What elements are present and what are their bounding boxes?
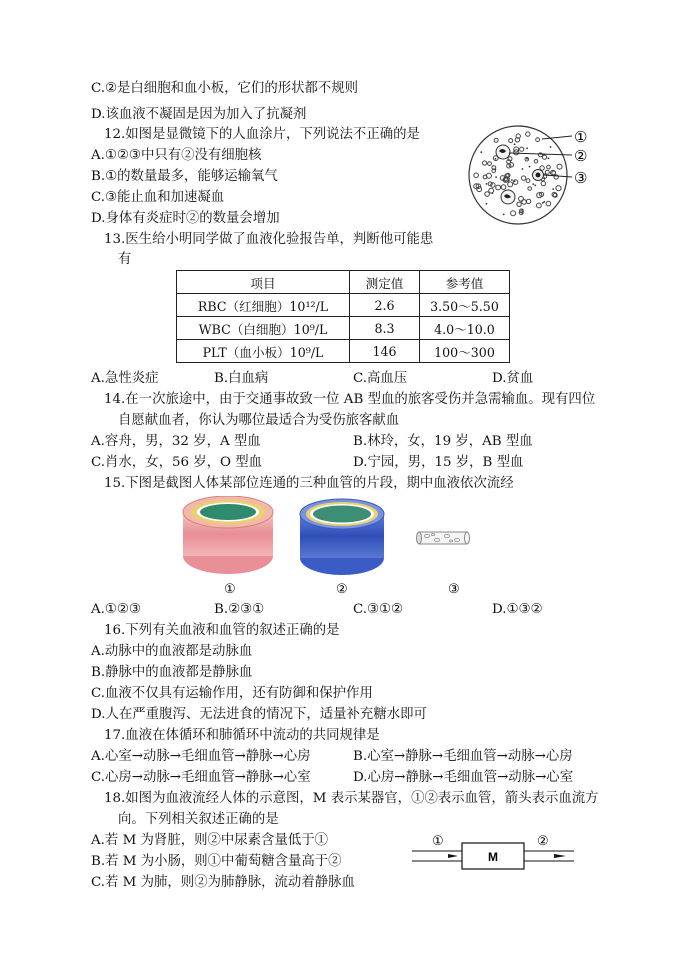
q17-stem: 17.血液在体循环和肺循环中流动的共同规律是 xyxy=(104,728,380,743)
platelet xyxy=(550,146,552,148)
capillary-illustration xyxy=(417,532,470,544)
q12-stem: 12.如图是显微镜下的人血涂片，下列说法不正确的是 xyxy=(104,127,420,142)
platelet xyxy=(548,158,550,160)
q14-option-a: A.容舟，男，32 岁，A 型血 xyxy=(91,434,261,449)
platelet xyxy=(486,183,488,185)
q15-option-d: D.①③② xyxy=(492,602,543,617)
table-header-cell: 测定值 xyxy=(350,271,420,294)
q11-option-c: C.②是白细胞和血小板，它们的形状都不规则 xyxy=(91,81,359,96)
vessel-label-2: ② xyxy=(336,582,348,597)
q16-option-b: B.静脉中的血液都是静脉血 xyxy=(91,665,253,680)
q12-option-a: A.①②③中只有②没有细胞核 xyxy=(91,148,262,163)
table-cell: WBC（白细胞）10⁹/L xyxy=(177,317,350,340)
platelet xyxy=(514,181,516,183)
platelet xyxy=(522,168,524,170)
platelet xyxy=(495,169,497,171)
table-header-cell: 参考值 xyxy=(420,271,510,294)
platelet xyxy=(495,176,497,178)
q12-option-b: B.①的数量最多，能够运输氧气 xyxy=(91,169,278,184)
q18-stem-line1: 18.如图为血液流经人体的示意图，M 表示某器官，①②表示血管，箭头表示血流方 xyxy=(104,791,599,806)
white-blood-cell xyxy=(533,170,544,181)
q13-stem-line2: 有 xyxy=(118,252,132,267)
q13-stem-line1: 13.医生给小明同学做了血液化验报告单，判断他可能患 xyxy=(104,232,434,247)
q16-stem: 16.下列有关血液和血管的叙述正确的是 xyxy=(104,623,340,638)
platelet xyxy=(500,186,502,188)
q14-stem-line1: 14.在一次旅途中，由于交通事故致一位 AB 型血的旅客受伤并急需输血。现有四位 xyxy=(104,392,596,407)
platelet xyxy=(529,166,531,168)
q18-stem-line2: 向。下列相关叙述正确的是 xyxy=(118,812,279,827)
artery-illustration xyxy=(183,496,273,574)
smear-label-2: ② xyxy=(574,147,588,165)
platelet xyxy=(495,158,497,160)
q14-option-b: B.林玲，女，19 岁，AB 型血 xyxy=(353,434,533,449)
table-cell: 4.0～10.0 xyxy=(420,317,510,340)
vessel-label-1: ① xyxy=(432,834,444,849)
blood-test-report-table xyxy=(176,270,510,363)
q13-option-d: D.贫血 xyxy=(492,371,534,386)
q13-option-b: B.白血病 xyxy=(214,371,269,386)
q12-option-c: C.③能止血和加速凝血 xyxy=(91,190,225,205)
q13-option-a: A.急性炎症 xyxy=(91,371,159,386)
platelet xyxy=(486,203,488,205)
platelet xyxy=(491,192,493,194)
white-blood-cell xyxy=(501,190,515,204)
q17-option-c: C.心房→动脉→毛细血管→静脉→心室 xyxy=(91,770,311,785)
q18-option-a: A.若 M 为肾脏，则②中尿素含量低于① xyxy=(91,833,329,848)
platelet xyxy=(522,209,524,211)
q15-option-a: A.①②③ xyxy=(91,602,141,617)
q15-option-b: B.②③① xyxy=(214,602,265,617)
q17-option-a: A.心室→动脉→毛细血管→静脉→心房 xyxy=(91,749,311,764)
table-row xyxy=(177,294,510,317)
q14-option-c: C.肖水，女，56 岁，O 型血 xyxy=(91,455,263,470)
platelet xyxy=(511,179,513,181)
vein-illustration xyxy=(300,499,384,575)
platelet xyxy=(480,151,482,153)
table-cell: 3.50～5.50 xyxy=(420,294,510,317)
platelet xyxy=(521,212,523,214)
q18-option-c: C.若 M 为肺，则②为肺静脉，流动着静脉血 xyxy=(91,875,355,890)
table-header-cell: 项目 xyxy=(177,271,350,294)
table-cell: 2.6 xyxy=(350,294,420,317)
q17-option-b: B.心室→静脉→毛细血管→动脉→心房 xyxy=(353,749,573,764)
q14-option-d: D.宁园，男，15 岁，B 型血 xyxy=(353,455,524,470)
platelet xyxy=(534,185,536,187)
arrow-right-icon xyxy=(554,854,566,858)
q16-option-d: D.人在严重腹泻、无法进食的情况下，适量补充糖水即可 xyxy=(91,707,427,722)
organ-label: M xyxy=(488,850,498,864)
q15-stem: 15.下图是截图人体某部位连通的三种血管的片段，期中血液依次流经 xyxy=(104,476,514,491)
table-row xyxy=(177,340,510,363)
blood-flow-organ-figure xyxy=(410,830,590,880)
q16-option-a: A.动脉中的血液都是动脉血 xyxy=(91,644,253,659)
table-cell: 8.3 xyxy=(350,317,420,340)
q12-option-d: D.身体有炎症时②的数量会增加 xyxy=(91,211,280,226)
platelet xyxy=(532,183,534,185)
q13-option-c: C.高血压 xyxy=(353,371,408,386)
table-cell: 146 xyxy=(350,340,420,363)
q14-stem-line2: 自愿献血者，你认为哪位最适合为受伤旅客献血 xyxy=(118,413,400,428)
platelet xyxy=(542,202,544,204)
platelet xyxy=(503,214,505,216)
q11-option-d: D.该血液不凝固是因为加入了抗凝剂 xyxy=(91,107,307,122)
blood-vessels-figure xyxy=(175,496,515,600)
smear-label-1: ① xyxy=(574,128,588,146)
table-header-row xyxy=(177,271,510,294)
vessel-label-1: ① xyxy=(224,582,236,597)
vessel-label-2: ② xyxy=(537,834,549,849)
table-row xyxy=(177,317,510,340)
table-cell: PLT（血小板）10⁹/L xyxy=(177,340,350,363)
vessel-label-3: ③ xyxy=(448,582,460,597)
q16-option-c: C.血液不仅具有运输作用，还有防御和保护作用 xyxy=(91,686,373,701)
blood-smear-figure xyxy=(468,122,604,228)
platelet xyxy=(526,147,528,149)
white-blood-cell xyxy=(496,145,510,159)
platelet xyxy=(514,143,516,145)
table-cell: 100～300 xyxy=(420,340,510,363)
q17-option-d: D.心房→静脉→毛细血管→动脉→心室 xyxy=(353,770,574,785)
table-cell: RBC（红细胞）10¹²/L xyxy=(177,294,350,317)
q18-option-b: B.若 M 为小肠，则①中葡萄糖含量高于② xyxy=(91,854,342,869)
arrow-right-icon xyxy=(448,854,458,858)
platelet xyxy=(552,188,554,190)
smear-label-3: ③ xyxy=(574,169,588,187)
platelet xyxy=(526,158,528,160)
q15-option-c: C.③①② xyxy=(353,602,404,617)
